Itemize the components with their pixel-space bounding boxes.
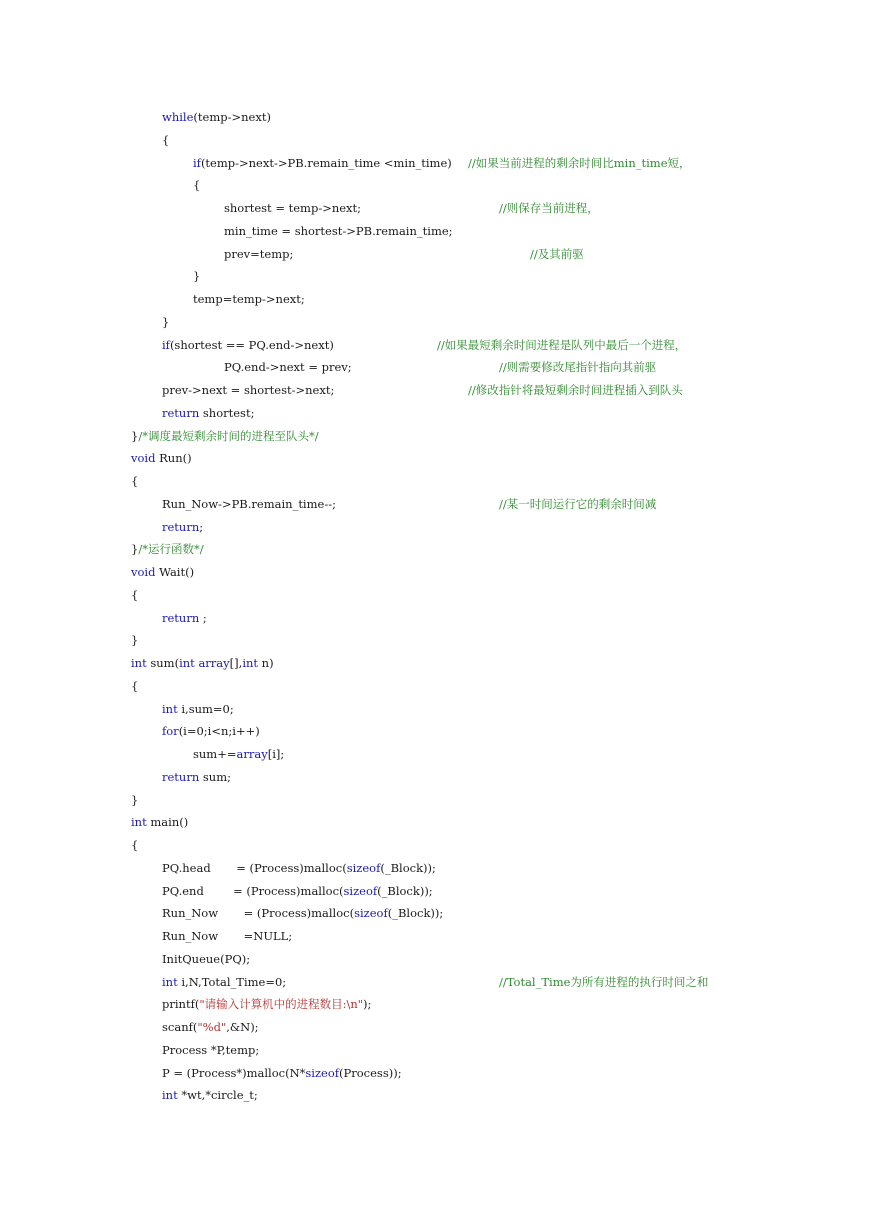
code-line	[131, 655, 274, 671]
code-token: PQ.head = (Process)malloc(	[162, 860, 347, 875]
code-line	[162, 1042, 259, 1058]
code-line	[193, 177, 200, 193]
code-line	[224, 359, 352, 375]
code-token: Process *P,temp;	[162, 1042, 260, 1057]
code-token: int	[162, 974, 178, 989]
code-line	[162, 1065, 402, 1081]
code-token: array	[236, 747, 268, 761]
code-token: sizeof	[343, 883, 378, 898]
code-token: sizeof	[346, 860, 381, 875]
code-token: int	[131, 815, 147, 830]
code-line	[131, 678, 138, 694]
code-token: sum+=	[193, 747, 237, 761]
code-line	[162, 496, 336, 512]
code-token: for	[162, 724, 179, 739]
code-line	[162, 382, 334, 398]
code-token: ,&N);	[226, 1020, 259, 1034]
code-token: sum(	[146, 656, 180, 670]
code-token: P = (Process*)malloc(N*	[162, 1065, 306, 1080]
code-line	[131, 450, 192, 466]
code-token: (shortest == PQ.end->next)	[169, 337, 334, 352]
code-line	[162, 996, 371, 1012]
code-token: }	[131, 792, 139, 807]
code-token: {	[162, 132, 170, 147]
code-token: n)	[258, 656, 274, 670]
code-token: shortest;	[199, 405, 255, 420]
code-comment: //某一时间运行它的剩余时间减	[499, 496, 657, 511]
code-line	[224, 246, 293, 262]
code-line	[162, 905, 443, 921]
code-token: }	[193, 269, 201, 284]
code-token: printf(	[162, 997, 200, 1012]
code-token: Wait()	[155, 565, 195, 579]
code-line	[131, 541, 204, 557]
code-token: int	[131, 656, 147, 670]
code-token: {	[131, 474, 139, 488]
code-line	[162, 1087, 258, 1103]
code-token: void	[131, 451, 156, 466]
code-token: Run_Now->PB.remain_time--;	[162, 496, 336, 511]
code-line	[131, 814, 188, 830]
code-token: *wt,*circle_t;	[177, 1088, 258, 1103]
code-token: temp=temp->next;	[193, 292, 305, 306]
code-token: void	[131, 565, 156, 579]
code-token: [i];	[267, 747, 285, 761]
code-line	[162, 610, 207, 626]
code-token: (_Block));	[377, 883, 433, 898]
code-line	[162, 337, 334, 353]
code-line	[193, 155, 452, 171]
code-token: int	[162, 701, 178, 716]
code-token: if	[162, 337, 170, 352]
code-token: i,N,Total_Time=0;	[177, 974, 287, 989]
code-comment: //修改指针将最短剩余时间进程插入到队头	[468, 383, 683, 397]
code-line	[162, 928, 292, 944]
code-comment: //如果最短剩余时间进程是队列中最后一个进程，	[437, 337, 687, 352]
code-line	[131, 564, 194, 580]
code-token: int	[242, 656, 259, 670]
code-line	[193, 291, 305, 307]
code-token: {	[131, 838, 139, 852]
code-token: PQ.end = (Process)malloc(	[162, 883, 344, 898]
code-line	[224, 200, 361, 216]
code-line	[162, 951, 250, 967]
code-token: while	[162, 110, 194, 124]
code-line	[131, 587, 138, 603]
code-token: }	[162, 314, 170, 329]
code-token: i,sum=0;	[177, 701, 234, 716]
code-comment: //则需要修改尾指针指向其前驱	[499, 360, 657, 375]
code-line	[162, 723, 260, 739]
code-line	[193, 746, 284, 762]
code-token: prev=temp;	[224, 246, 294, 261]
code-token: ;	[199, 610, 207, 625]
code-token: {	[131, 587, 139, 602]
code-token: (temp->next)	[193, 110, 271, 124]
code-token: PQ.end->next = prev;	[224, 360, 352, 375]
code-token: }	[131, 633, 139, 648]
code-token: sum;	[199, 769, 231, 784]
code-line	[162, 132, 169, 148]
code-token: InitQueue(PQ);	[162, 951, 251, 966]
code-token: }	[131, 428, 139, 443]
code-token: sizeof	[305, 1065, 340, 1080]
code-comment: //及其前驱	[530, 246, 584, 261]
code-comment: /*调度最短剩余时间的进程至队头*/	[138, 428, 319, 443]
code-line	[162, 1019, 259, 1035]
code-token: prev->next = shortest->next;	[162, 383, 335, 397]
code-line	[162, 974, 286, 990]
code-token: "请输入计算机中的进程数目:\n"	[199, 997, 364, 1012]
code-token: main()	[146, 815, 189, 830]
code-line	[162, 883, 433, 899]
code-token: Run_Now =NULL;	[162, 929, 293, 943]
code-line	[193, 268, 200, 284]
code-token: int	[179, 656, 195, 670]
code-token: min_time = shortest->PB.remain_time;	[224, 223, 453, 238]
code-token: (temp->next->PB.remain_time <min_time)	[200, 155, 452, 170]
code-token: "%d"	[197, 1020, 227, 1034]
code-token: shortest = temp->next;	[224, 201, 362, 215]
code-token: Run()	[155, 451, 192, 466]
code-line	[162, 519, 203, 535]
code-line	[162, 860, 436, 876]
code-token: return	[162, 519, 200, 534]
code-line	[131, 837, 138, 853]
code-comment: //Total_Time为所有进程的执行时间之和	[499, 974, 709, 989]
code-token: sizeof	[354, 906, 388, 921]
code-token: );	[363, 997, 372, 1012]
code-token: Run_Now = (Process)malloc(	[162, 906, 355, 921]
code-comment: //则保存当前进程，	[499, 201, 599, 215]
code-line	[131, 632, 138, 648]
code-comment: /*运行函数*/	[138, 542, 204, 557]
code-token: array	[198, 656, 230, 670]
code-token: (i=0;i<n;i++)	[178, 724, 260, 739]
code-line	[162, 769, 231, 785]
code-line	[131, 473, 138, 489]
code-comment: //如果当前进程的剩余时间比min_time短，	[468, 155, 691, 170]
code-line	[224, 223, 453, 239]
code-token: int	[162, 1088, 178, 1103]
code-token: {	[193, 178, 201, 193]
code-token: return	[162, 769, 200, 784]
code-token: {	[131, 678, 139, 693]
code-token: }	[131, 542, 139, 557]
code-token: (_Block));	[387, 906, 444, 921]
code-token: if	[193, 155, 201, 170]
code-token: return	[162, 610, 200, 625]
code-line	[131, 792, 138, 808]
code-token: ;	[199, 519, 204, 534]
code-line	[131, 428, 319, 444]
code-token: scanf(	[162, 1020, 198, 1034]
code-token: [],	[229, 656, 243, 670]
code-token: (Process));	[339, 1065, 402, 1080]
code-line	[162, 314, 169, 330]
code-line	[162, 405, 254, 421]
code-line	[162, 109, 271, 125]
code-line	[162, 701, 234, 717]
code-token: return	[162, 405, 200, 420]
code-token: (_Block));	[380, 860, 436, 875]
